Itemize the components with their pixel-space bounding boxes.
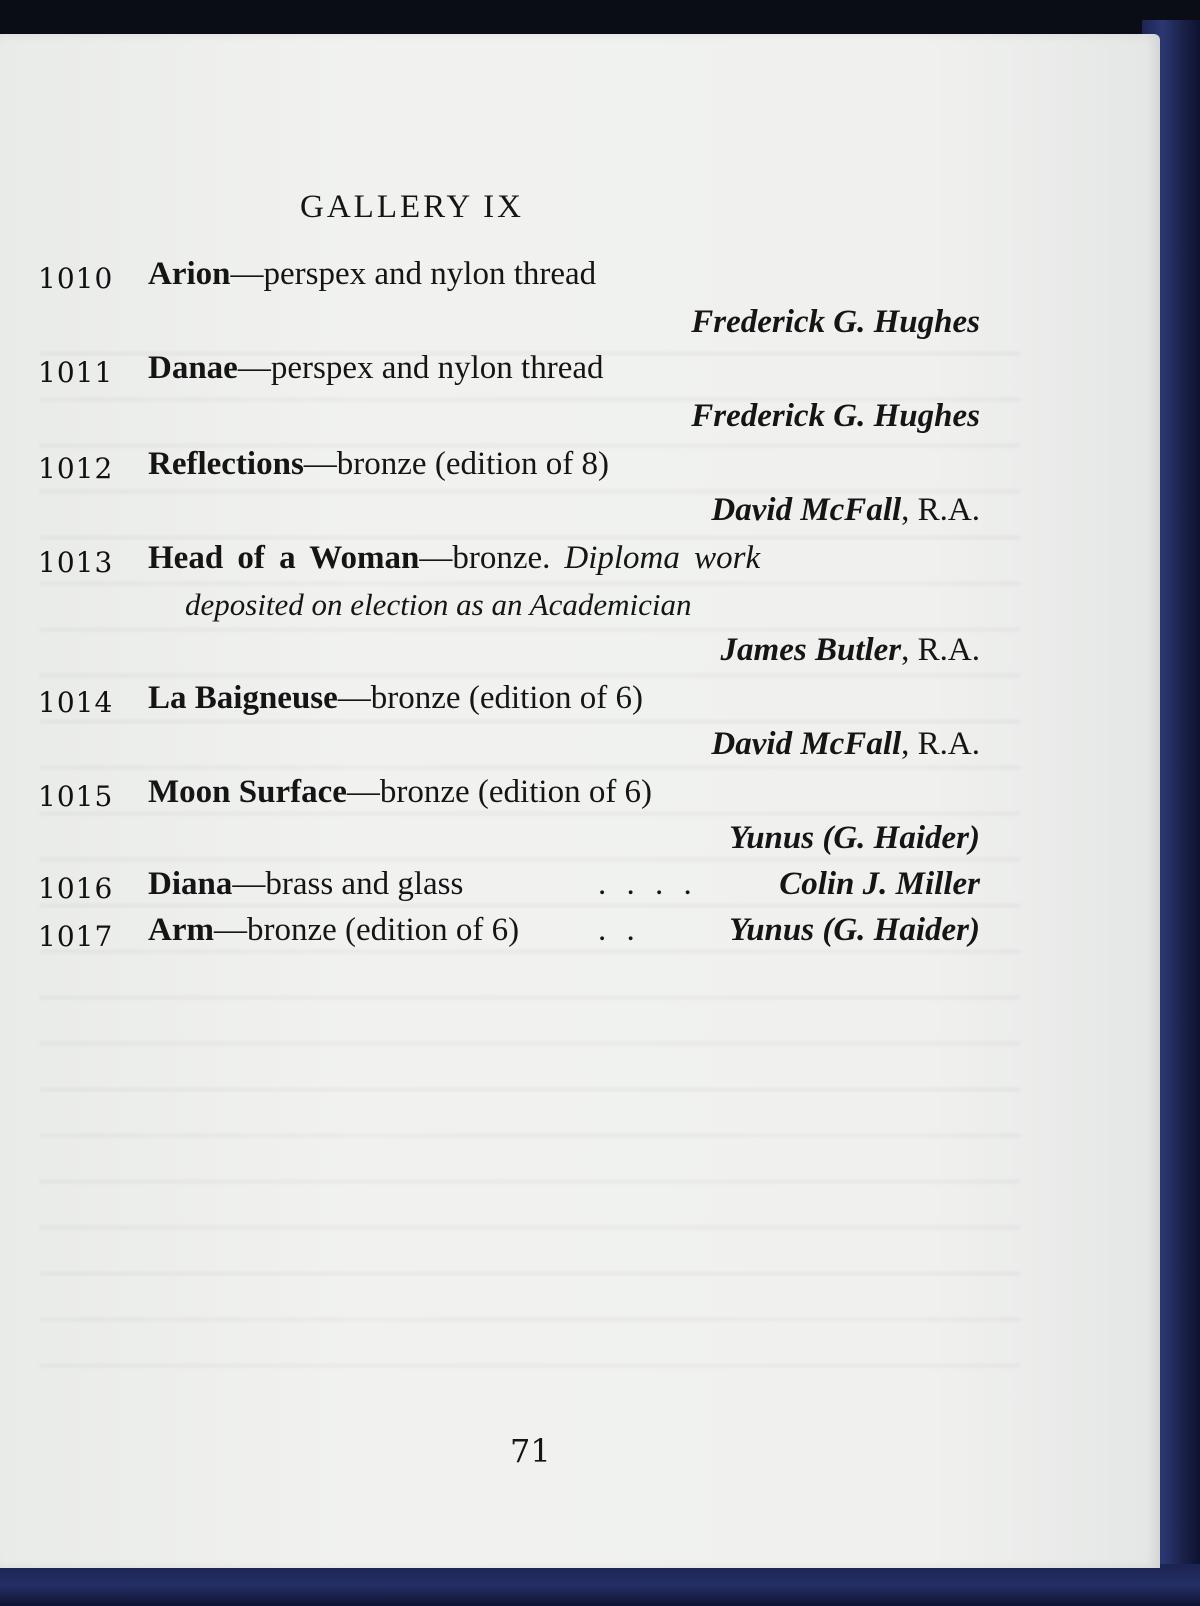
entry-medium: —bronze. bbox=[419, 540, 551, 576]
entry-note-inline: Diploma work bbox=[564, 540, 761, 576]
entry-title: Arion bbox=[148, 256, 231, 292]
artist-name: James Butler bbox=[720, 632, 902, 668]
entry-artist bbox=[711, 726, 980, 763]
entry-medium: —bronze (edition of 6) bbox=[213, 912, 520, 948]
entry-title-line bbox=[148, 912, 519, 949]
entry-number: 1014 bbox=[38, 686, 114, 719]
entry-artist bbox=[729, 912, 980, 949]
artist-name: Yunus (G. Haider) bbox=[729, 912, 980, 948]
entry-title: La Baigneuse bbox=[148, 680, 338, 716]
artist-name: Colin J. Miller bbox=[779, 866, 980, 902]
entry-artist bbox=[729, 820, 980, 857]
entry-number: 1015 bbox=[38, 780, 114, 813]
entry-title: Reflections bbox=[148, 446, 304, 482]
entry-title-line bbox=[148, 680, 643, 717]
book-cover-bottom bbox=[0, 1564, 1200, 1606]
catalogue-entries bbox=[0, 34, 1160, 1568]
dot-leader: . . . . bbox=[598, 866, 698, 902]
entry-number: 1011 bbox=[38, 356, 114, 389]
entry-note-line: deposited on election as an Academician bbox=[185, 587, 692, 622]
entry-number: 1017 bbox=[38, 920, 114, 953]
entry-title: Moon Surface bbox=[148, 774, 347, 810]
entry-medium: —bronze (edition of 8) bbox=[303, 446, 609, 482]
entry-number: 1010 bbox=[38, 262, 114, 295]
entry-title-line bbox=[148, 256, 596, 293]
dot-leader: . . bbox=[598, 912, 641, 948]
entry-medium: —perspex and nylon thread bbox=[230, 256, 597, 292]
entry-title-line bbox=[148, 446, 609, 483]
page-number: 71 bbox=[510, 1432, 551, 1470]
gallery-heading: GALLERY IX bbox=[300, 189, 525, 225]
entry-title: Arm bbox=[148, 912, 214, 948]
entry-medium: —bronze (edition of 6) bbox=[337, 680, 643, 716]
catalogue-page bbox=[0, 34, 1160, 1568]
entry-number: 1016 bbox=[38, 872, 114, 905]
entry-title: Head of a Woman bbox=[148, 540, 420, 576]
entry-artist bbox=[691, 304, 980, 341]
artist-suffix: , R.A. bbox=[901, 726, 980, 762]
entry-artist bbox=[711, 492, 980, 529]
artist-name: Yunus (G. Haider) bbox=[729, 820, 980, 856]
artist-name: Frederick G. Hughes bbox=[691, 304, 980, 340]
entry-number: 1012 bbox=[38, 452, 114, 485]
entry-artist bbox=[721, 632, 980, 669]
entry-artist bbox=[779, 866, 980, 903]
artist-suffix: , R.A. bbox=[901, 632, 980, 668]
entry-title-line bbox=[148, 350, 604, 387]
entry-title-line bbox=[148, 540, 760, 577]
entry-medium: —bronze (edition of 6) bbox=[346, 774, 653, 810]
entry-medium: —brass and glass bbox=[232, 866, 464, 902]
entry-artist bbox=[691, 398, 980, 435]
entry-title-line bbox=[148, 866, 463, 903]
entry-medium: —perspex and nylon thread bbox=[237, 350, 604, 386]
entry-title: Danae bbox=[148, 350, 238, 386]
entry-number: 1013 bbox=[38, 546, 114, 579]
artist-suffix: , R.A. bbox=[901, 492, 980, 528]
entry-title: Diana bbox=[148, 866, 233, 902]
artist-name: David McFall bbox=[711, 726, 902, 762]
entry-title-line bbox=[148, 774, 652, 811]
artist-name: David McFall bbox=[711, 492, 902, 528]
artist-name: Frederick G. Hughes bbox=[691, 398, 980, 434]
